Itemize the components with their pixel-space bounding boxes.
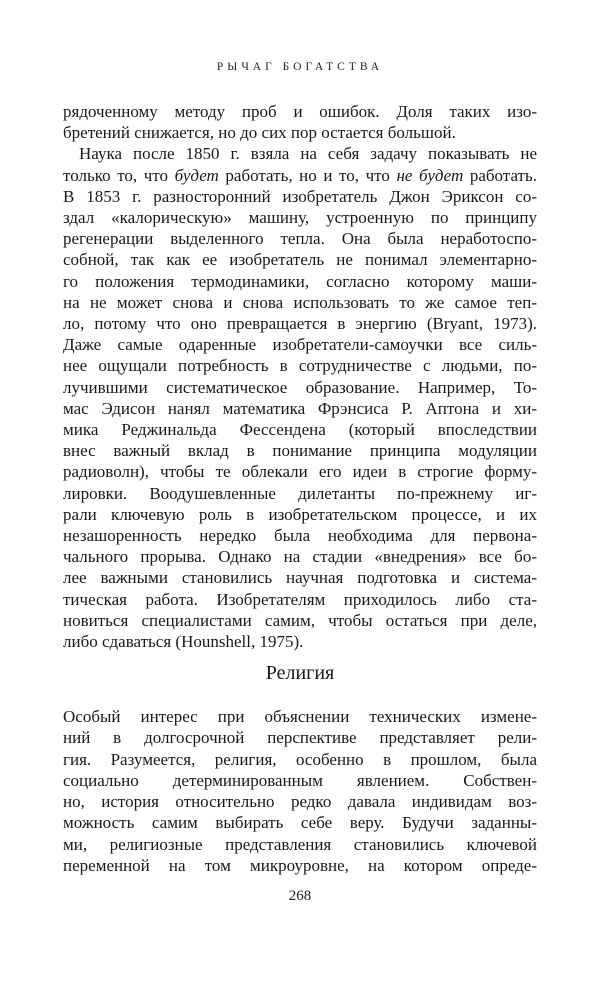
paragraph xyxy=(63,101,537,143)
text-line: можность самим выбирать себе веру. Будучи заданны- xyxy=(63,813,537,833)
italic-text: не будет xyxy=(396,165,464,185)
text-line: гия. Разумеется, религия, особенно в прошлом, была xyxy=(63,749,537,769)
text-line: лее важными становились научная подготовка и система- xyxy=(63,568,537,588)
paragraph xyxy=(63,143,537,652)
text-line: ми, религиозные представления становились ключевой xyxy=(63,834,537,854)
running-head: РЫЧАГ БОГАТСТВА xyxy=(216,61,384,73)
text-line: нее ощущали потребность в сотрудничестве с людьми, по- xyxy=(63,356,537,376)
text-line: новиться специалистами самим, чтобы остаться при деле, xyxy=(63,610,537,630)
text-line: ло, потому что оно превращается в энергию (Bryant, 1973). xyxy=(63,314,537,334)
text-line: мика Реджинальда Фессендена (который впоследствии xyxy=(63,420,537,440)
text-line: Наука после 1850 г. взяла на себя задачу показывать не xyxy=(79,144,537,164)
text-line: чального прорыва. Однако на стадии «внедрения» все бо- xyxy=(63,547,537,567)
text-line: го положения термодинамики, согласно которому маши- xyxy=(63,271,537,291)
text-line: ний в долгосрочной перспективе представляет рели- xyxy=(63,728,537,748)
text-line: здал «калорическую» машину, устроенную по принципу xyxy=(63,208,537,228)
text-line: радиоволн), чтобы те облекали его идеи в строгие форму- xyxy=(63,462,537,482)
text-line: мас Эдисон нанял математика Фрэнсиса Р. Аптона и хи- xyxy=(63,398,537,418)
text-line: регенерации выделенного тепла. Она была неработоспо- xyxy=(63,229,537,249)
text-line: лировки. Воодушевленные дилетанты по-прежнему иг- xyxy=(63,483,537,503)
text-line: В 1853 г. разносторонний изобретатель Джон Эриксон со- xyxy=(63,186,537,206)
text-flow xyxy=(63,101,537,876)
text-line: лучившими систематическое образование. Например, То- xyxy=(63,377,537,397)
section-heading: Религия xyxy=(265,662,335,685)
text-line: незашоренность нередко была необходима для первона- xyxy=(63,526,537,546)
paragraph xyxy=(63,706,537,876)
text-line: на не может снова и снова использовать то же самое теп- xyxy=(63,292,537,312)
text-line: Даже самые одаренные изобретатели-самоучки все силь- xyxy=(63,335,537,355)
text-line: тическая работа. Изобретателям приходилось либо ста- xyxy=(63,589,537,609)
page-number: 268 xyxy=(288,888,312,904)
text-line: рали ключевую роль в изобретательском процессе, и их xyxy=(63,504,537,524)
text-line: рядоченному методу проб и ошибок. Доля таких изо- xyxy=(63,102,537,121)
text-segment: только то, что xyxy=(63,165,175,185)
text-segment: работать, но и то, что xyxy=(218,165,397,185)
text-line: либо сдаваться (Hounshell, 1975). xyxy=(63,632,304,652)
italic-text: будет xyxy=(174,165,219,185)
text-line xyxy=(63,165,537,186)
text-line: Особый интерес при объяснении технических измене- xyxy=(63,707,537,727)
text-line: социально детерминированным явлением. Собствен- xyxy=(63,770,537,790)
text-line: бретений снижается, но до сих пор остается большой. xyxy=(63,123,456,143)
text-line: внес важный вклад в понимание принципа модуляции xyxy=(63,441,537,461)
text-line: собной, так как ее изобретатель не понимал элементарно- xyxy=(63,250,537,270)
text-segment: работать. xyxy=(463,165,537,185)
text-line: переменной на том микроуровне, на котором опреде- xyxy=(63,855,537,875)
text-line: но, история относительно редко давала индивидам воз- xyxy=(63,792,537,812)
